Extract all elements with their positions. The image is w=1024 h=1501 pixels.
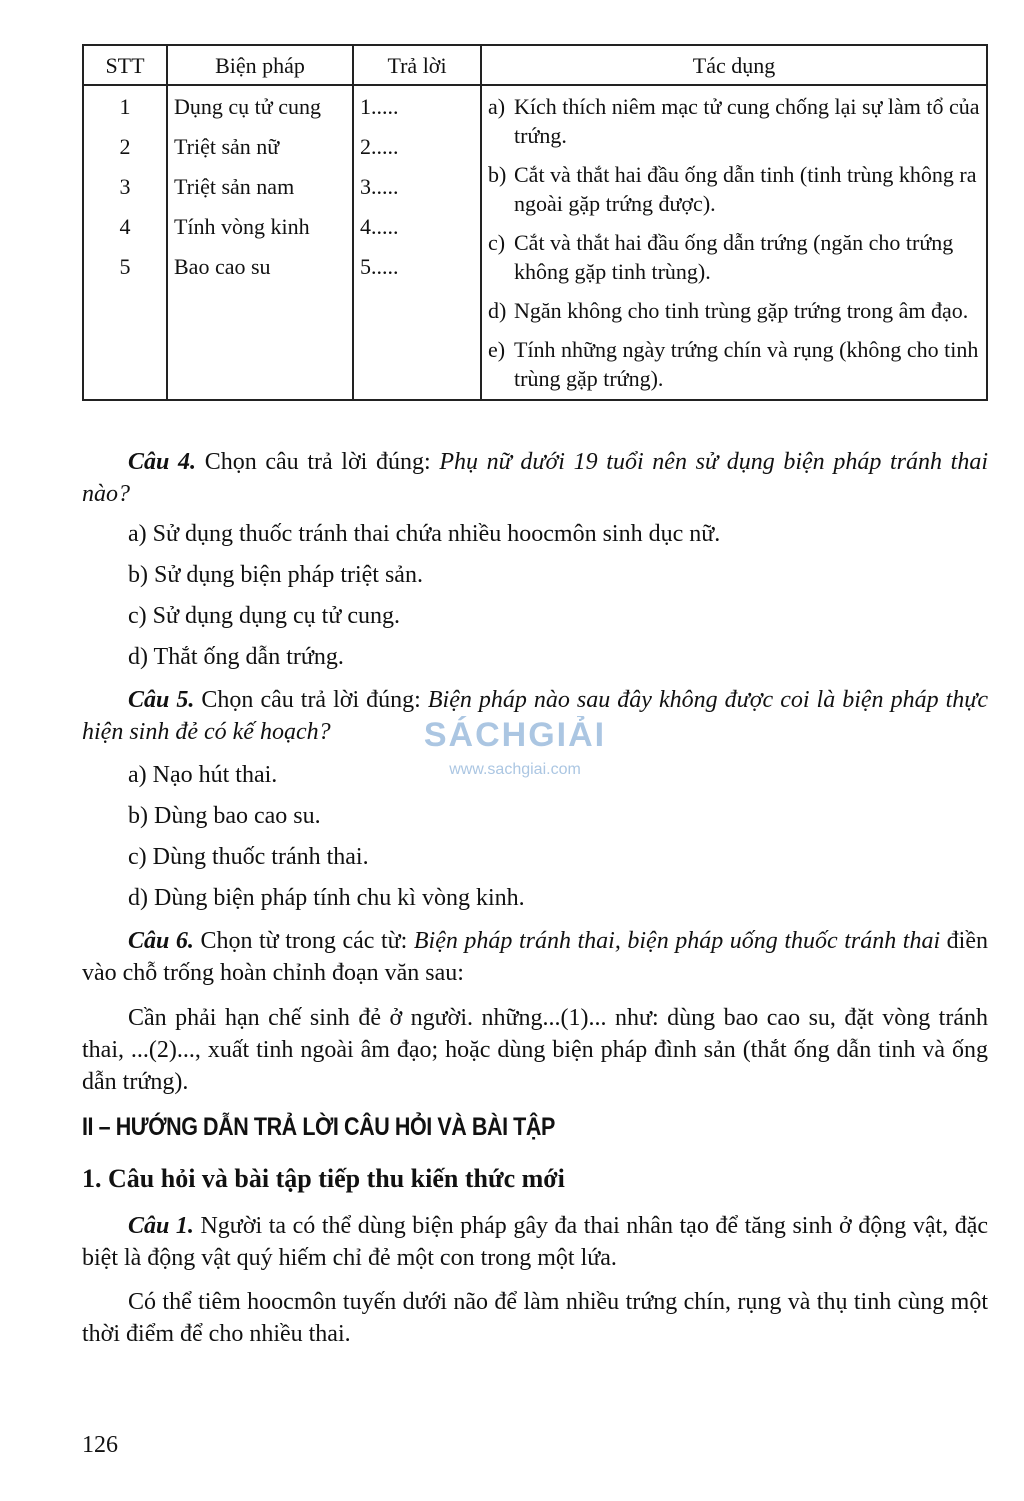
table-body-row (83, 85, 987, 400)
header-effect: Tác dụng (481, 45, 987, 85)
effect-text: Ngăn không cho tinh trùng gặp trứng trong âm đạo. (514, 298, 969, 323)
matching-table (82, 44, 988, 401)
answer-blank: 5..... (360, 254, 399, 279)
table-header-row (83, 45, 987, 85)
stt-value: 1 (119, 94, 131, 119)
question-5-lead: Chọn câu trả lời đúng: (194, 687, 428, 713)
question-6 (82, 925, 988, 989)
stt-value: 3 (119, 174, 131, 199)
answer-blank: 1..... (360, 94, 399, 119)
answer-1-text: Người ta có thể dùng biện pháp gây đa thai nhân tạo để tăng sinh ở động vật, đặc biệt là động vật quý hiếm chỉ đẻ một con trong một lứa. (82, 1213, 989, 1271)
question-4-lead: Chọn câu trả lời đúng: (196, 449, 440, 475)
watermark (410, 716, 620, 779)
effect-text: Kích thích niêm mạc tử cung chống lại sự làm tổ của trứng. (514, 94, 980, 148)
effect-item (488, 92, 982, 150)
subsection-heading: 1. Câu hỏi và bài tập tiếp thu kiến thức mới (82, 1164, 565, 1193)
answer-1-paragraph-2: Có thể tiêm hoocmôn tuyến dưới não để làm nhiều trứng chín, rụng và thụ tinh cùng một thời điểm để cho nhiều thai. (82, 1289, 988, 1347)
stt-value: 5 (119, 254, 131, 279)
page-number: 126 (82, 1432, 118, 1458)
stt-value: 2 (119, 134, 131, 159)
method-value: Bao cao su (174, 254, 271, 279)
q5-option-c: c) Dùng thuốc tránh thai. (128, 844, 369, 870)
q4-option-c: c) Sử dụng dụng cụ tử cung. (128, 603, 400, 629)
effect-text: Tính những ngày trứng chín và rụng (không cho tinh trùng gặp trứng). (514, 337, 979, 391)
question-5-label: Câu 5. (128, 687, 195, 713)
effect-item (488, 160, 982, 218)
question-4-label: Câu 4. (128, 449, 197, 475)
q5-option-d: d) Dùng biện pháp tính chu kì vòng kinh. (128, 885, 525, 911)
answer-1 (82, 1210, 988, 1274)
effect-letter: b) (488, 162, 507, 187)
watermark-logo: SÁCHGIẢI (423, 716, 607, 754)
method-column (167, 85, 353, 400)
q5-option-b: b) Dùng bao cao su. (128, 803, 321, 829)
question-6-words: Biện pháp tránh thai, biện pháp uống thuốc tránh thai (413, 928, 941, 954)
answer-1-label: Câu 1. (128, 1213, 194, 1239)
question-4 (82, 446, 988, 510)
effect-item (488, 335, 982, 393)
method-value: Dụng cụ tử cung (174, 94, 321, 119)
effect-letter: e) (488, 337, 506, 362)
question-6-lead: Chọn từ trong các từ: (193, 928, 414, 954)
effect-letter: d) (488, 298, 507, 323)
effect-item (488, 296, 982, 325)
question-6-tail: điền vào chỗ trống hoàn chỉnh đoạn văn sau: (82, 928, 988, 986)
section-heading: II – HƯỚNG DẪN TRẢ LỜI CÂU HỎI VÀ BÀI TẬP (82, 1113, 555, 1141)
effect-letter: a) (488, 94, 506, 119)
stt-column (83, 85, 167, 400)
method-value: Tính vòng kinh (174, 214, 310, 239)
stt-value: 4 (119, 214, 131, 239)
watermark-url: www.sachgiai.com (449, 761, 581, 778)
header-answer: Trả lời (353, 45, 481, 85)
question-4-text: Phụ nữ dưới 19 tuổi nên sử dụng biện pháp tránh thai nào? (82, 449, 989, 507)
question-6-passage: Cần phải hạn chế sinh đẻ ở người. những...(1)... như: dùng bao cao su, đặt vòng tránh thai, ...(2)..., xuất tinh ngoài âm đạo; hoặc dùng biện pháp đình sản (thắt ống dẫn tinh và ống dẫn trứng). (82, 1005, 988, 1095)
q4-option-a: a) Sử dụng thuốc tránh thai chứa nhiều hoocmôn sinh dục nữ. (128, 521, 721, 547)
effect-item (488, 228, 982, 286)
answer-blank: 3..... (360, 174, 399, 199)
effect-text: Cắt và thắt hai đầu ống dẫn tinh (tinh trùng không ra ngoài gặp trứng được). (514, 162, 977, 216)
q4-option-d: d) Thắt ống dẫn trứng. (128, 644, 344, 670)
answer-column (353, 85, 481, 400)
effect-text: Cắt và thắt hai đầu ống dẫn trứng (ngăn cho trứng không gặp tinh trùng). (514, 230, 954, 284)
method-value: Triệt sản nữ (174, 134, 280, 159)
header-method: Biện pháp (167, 45, 353, 85)
answer-blank: 2..... (360, 134, 399, 159)
q5-option-a: a) Nạo hút thai. (128, 762, 278, 788)
question-5-text: Biện pháp nào sau đây không được coi là biện pháp thực hiện sinh đẻ có kế hoạch? (82, 687, 989, 745)
question-6-label: Câu 6. (128, 928, 194, 954)
header-stt: STT (83, 45, 167, 85)
method-value: Triệt sản nam (174, 174, 295, 199)
q4-option-b: b) Sử dụng biện pháp triệt sản. (128, 562, 423, 588)
effect-letter: c) (488, 230, 506, 255)
effect-column (481, 85, 987, 400)
answer-blank: 4..... (360, 214, 399, 239)
